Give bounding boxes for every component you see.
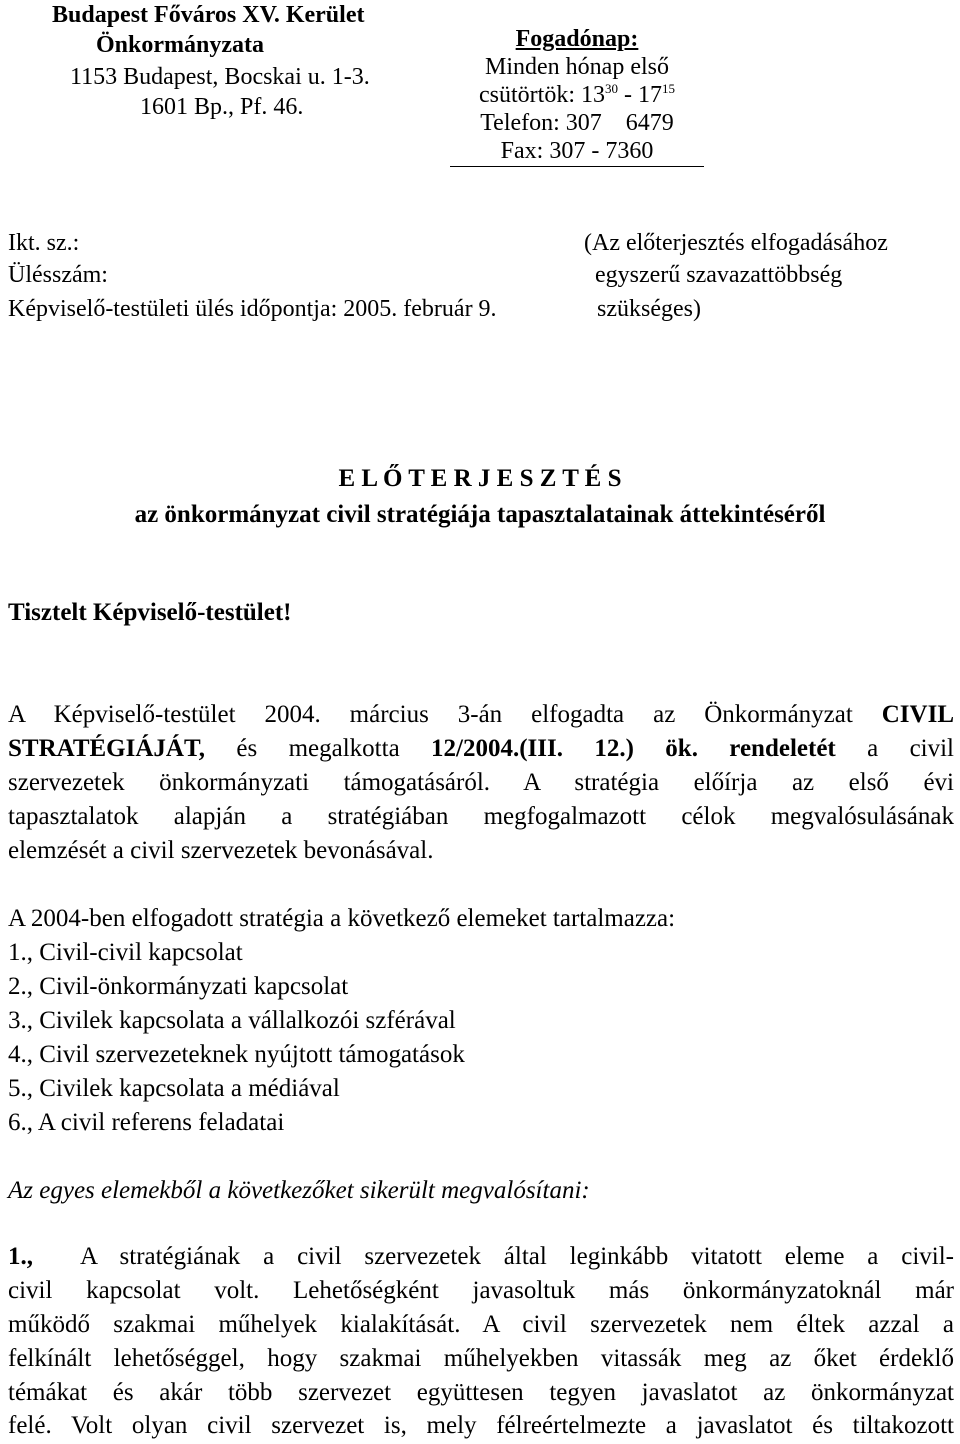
reference-number-label: Ikt. sz.: (8, 230, 80, 256)
reception-line1: Minden hónap első (485, 54, 669, 80)
list-item: 4., Civil szervezeteknek nyújtott támogatások (8, 1041, 465, 1068)
session-number-label: Ülésszám: (8, 262, 108, 288)
header-underline (450, 166, 704, 167)
list-item: 3., Civilek kapcsolata a vállalkozói szférával (8, 1007, 456, 1034)
org-name-line1: Budapest Főváros XV. Kerület (52, 2, 365, 28)
vote-note-line2: egyszerű szavazattöbbség (595, 262, 843, 288)
intro-line5: elemzését a civil szervezetek bevonásával. (8, 837, 434, 864)
elements-intro: A 2004-ben elfogadott stratégia a következő elemeket tartalmazza: (8, 905, 676, 932)
salutation: Tisztelt Képviselő-testület! (8, 599, 292, 626)
org-name-line2: Önkormányzata (96, 32, 264, 58)
intro-line1: A Képviselő-testület 2004. március 3-án elfogadta az Önkormányzat CIVIL (8, 701, 954, 728)
point1-line4: felkínált lehetőséggel, hogy szakmai műhelyekben vitassák meg az őket érdeklő (8, 1345, 954, 1372)
vote-note-line3: szükséges) (597, 296, 701, 322)
list-item: 5., Civilek kapcsolata a médiával (8, 1075, 340, 1102)
list-item: 2., Civil-önkormányzati kapcsolat (8, 973, 349, 1000)
vote-note-line1: (Az előterjesztés elfogadásához (584, 230, 888, 256)
point1-number: 1., (8, 1243, 33, 1270)
point1-line1: A stratégiának a civil szervezetek által leginkább vitatott eleme a civil- (80, 1243, 954, 1270)
reception-hours: csütörtök: $13^{30} - 17^{15}$ (479, 81, 675, 108)
point1-line6: felé. Volt olyan civil szervezet is, mely félreértelmezte a javaslatot és tiltakozott (8, 1412, 954, 1439)
point1-line5: témákat és akár több szervezet együttesen tegyen javaslatot az önkormányzat (8, 1379, 954, 1406)
fax: Fax: 307 - 7360 (500, 138, 654, 164)
intro-line2: STRATÉGIÁJÁT, és megalkotta 12/2004.(III. 12.) ök. rendeletét a civil (8, 735, 955, 762)
list-item: 6., A civil referens feladatai (8, 1109, 285, 1136)
intro-line4: tapasztalatok alapján a stratégiában megfogalmazott célok megvalósulásának (8, 803, 954, 830)
list-item: 1., Civil-civil kapcsolat (8, 939, 243, 966)
document-subtitle: az önkormányzat civil stratégiája tapasztalatainak áttekintéséről (134, 501, 826, 528)
point1-line2: civil kapcsolat volt. Lehetőségként javasoltuk más önkormányzatoknál már (8, 1277, 954, 1304)
intro-line3: szervezetek önkormányzati támogatásáról. A stratégia előírja az első évi (8, 769, 954, 796)
achieved-heading: Az egyes elemekből a következőket sikerült megvalósítani: (8, 1177, 590, 1204)
point1-line3: működő szakmai műhelyek kialakítását. A civil szervezetek nem éltek azzal a (8, 1311, 954, 1338)
org-po-box: 1601 Bp., Pf. 46. (140, 94, 304, 120)
meeting-date: Képviselő-testületi ülés időpontja: 2005. február 9. (8, 296, 497, 322)
phone: Telefon: 307 6479 (480, 110, 674, 136)
document-title: E L Ő T E R J E S Z T É S (338, 465, 622, 492)
org-address: 1153 Budapest, Bocskai u. 1-3. (70, 64, 370, 90)
reception-title: Fogadónap: (515, 26, 639, 52)
